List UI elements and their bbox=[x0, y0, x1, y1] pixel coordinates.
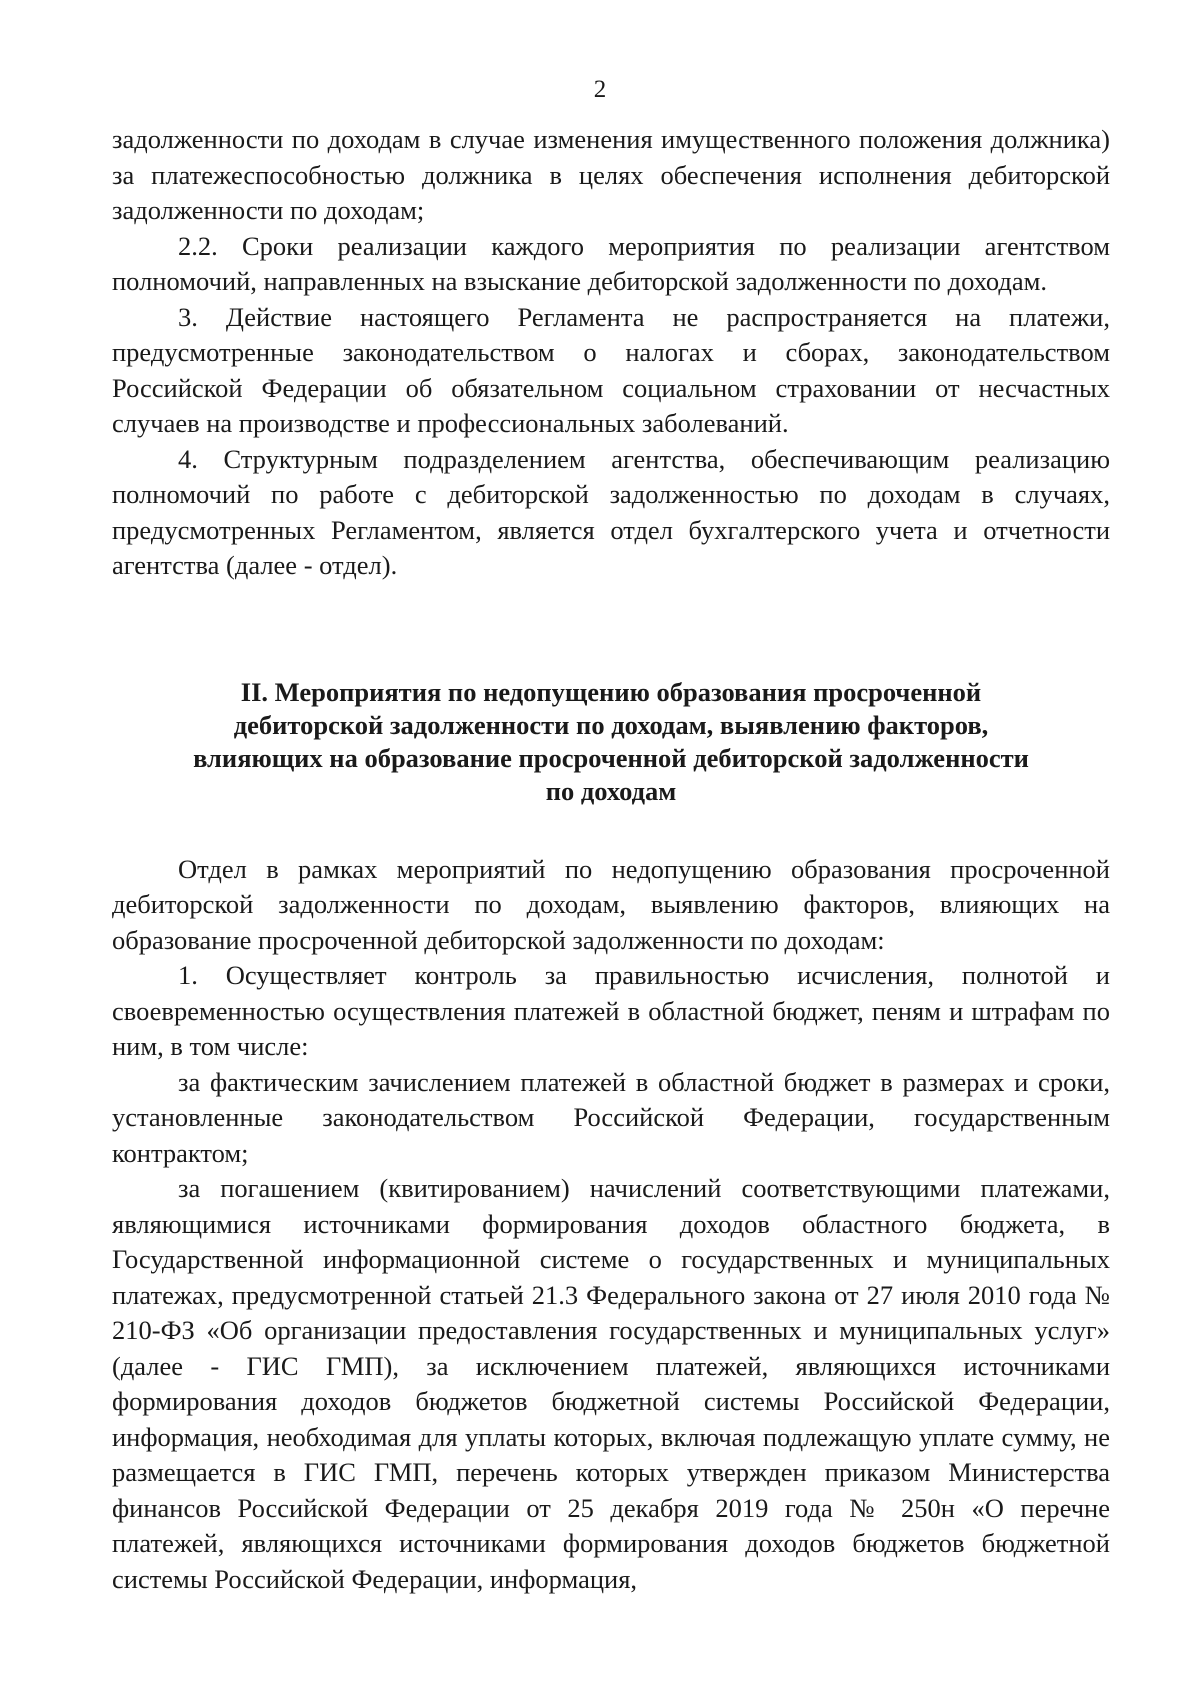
paragraph-item-1: 1. Осуществляет контроль за правильностью исчисления, полнотой и своевременностью осуществления платежей в областной бюджет, пеням и штрафам по ним, в том числе: bbox=[112, 960, 1110, 1061]
paragraph-sub-2: за погашением (квитированием) начислений соответствующими платежами, являющимися источниками формирования доходов областного бюджета, в Государственной информационной системе о государственных и муниципальных платежах, предусмотренной статьей 21.3 Федерального закона от 27 июля 2010 года № 210-ФЗ «Об организации предоставления государственных и муниципальных услуг» (далее - ГИС ГМП), за исключением платежей, являющихся источниками формирования доходов бюджетов бюджетной системы Российской Федерации, информация, необходимая для уплаты которых, включая подлежащую уплате сумму, не размещается в ГИС ГМП, перечень которых утвержден приказом Министерства финансов Российской Федерации от 25 декабря 2019 года № 250н «О перечне платежей, являющихся источниками формирования доходов бюджетов бюджетной системы Российской Федерации, информация, bbox=[112, 1173, 1110, 1594]
paragraph-2-2: 2.2. Сроки реализации каждого мероприятия по реализации агентством полномочий, направленных на взыскание дебиторской задолженности по доходам. bbox=[112, 230, 1110, 296]
paragraph-3: 3. Действие настоящего Регламента не распространяется на платежи, предусмотренные законодательством о налогах и сборах, законодательством Российской Федерации об обязательном социальном страховании от несчастных случаев на производстве и профессиональных заболеваний. bbox=[112, 301, 1110, 438]
document-body bbox=[112, 122, 1110, 1597]
paragraph-sub-1: за фактическим зачислением платежей в областной бюджет в размерах и сроки, установленные законодательством Российской Федерации, государственным контрактом; bbox=[112, 1066, 1110, 1168]
paragraph-4: 4. Структурным подразделением агентства, обеспечивающим реализацию полномочий по работе с дебиторской задолженностью по доходам в случаях, предусмотренных Регламентом, является отдел бухгалтерского учета и отчетности агентства (далее - отдел). bbox=[112, 443, 1110, 580]
section-heading: II. Мероприятия по недопущению образования просроченной дебиторской задолженности по доходам, выявлению факторов, влияющих на образование просроченной дебиторской задолженности по доходам bbox=[193, 676, 1029, 806]
paragraph-continuation: задолженности по доходам в случае изменения имущественного положения должника) за платежеспособностью должника в целях обеспечения исполнения дебиторской задолженности по доходам; bbox=[112, 124, 1110, 225]
page-number: 2 bbox=[593, 76, 607, 103]
paragraph-section-intro: Отдел в рамках мероприятий по недопущению образования просроченной дебиторской задолженности по доходам, выявлению факторов, влияющих на образование просроченной дебиторской задолженности по доходам: bbox=[112, 853, 1110, 955]
